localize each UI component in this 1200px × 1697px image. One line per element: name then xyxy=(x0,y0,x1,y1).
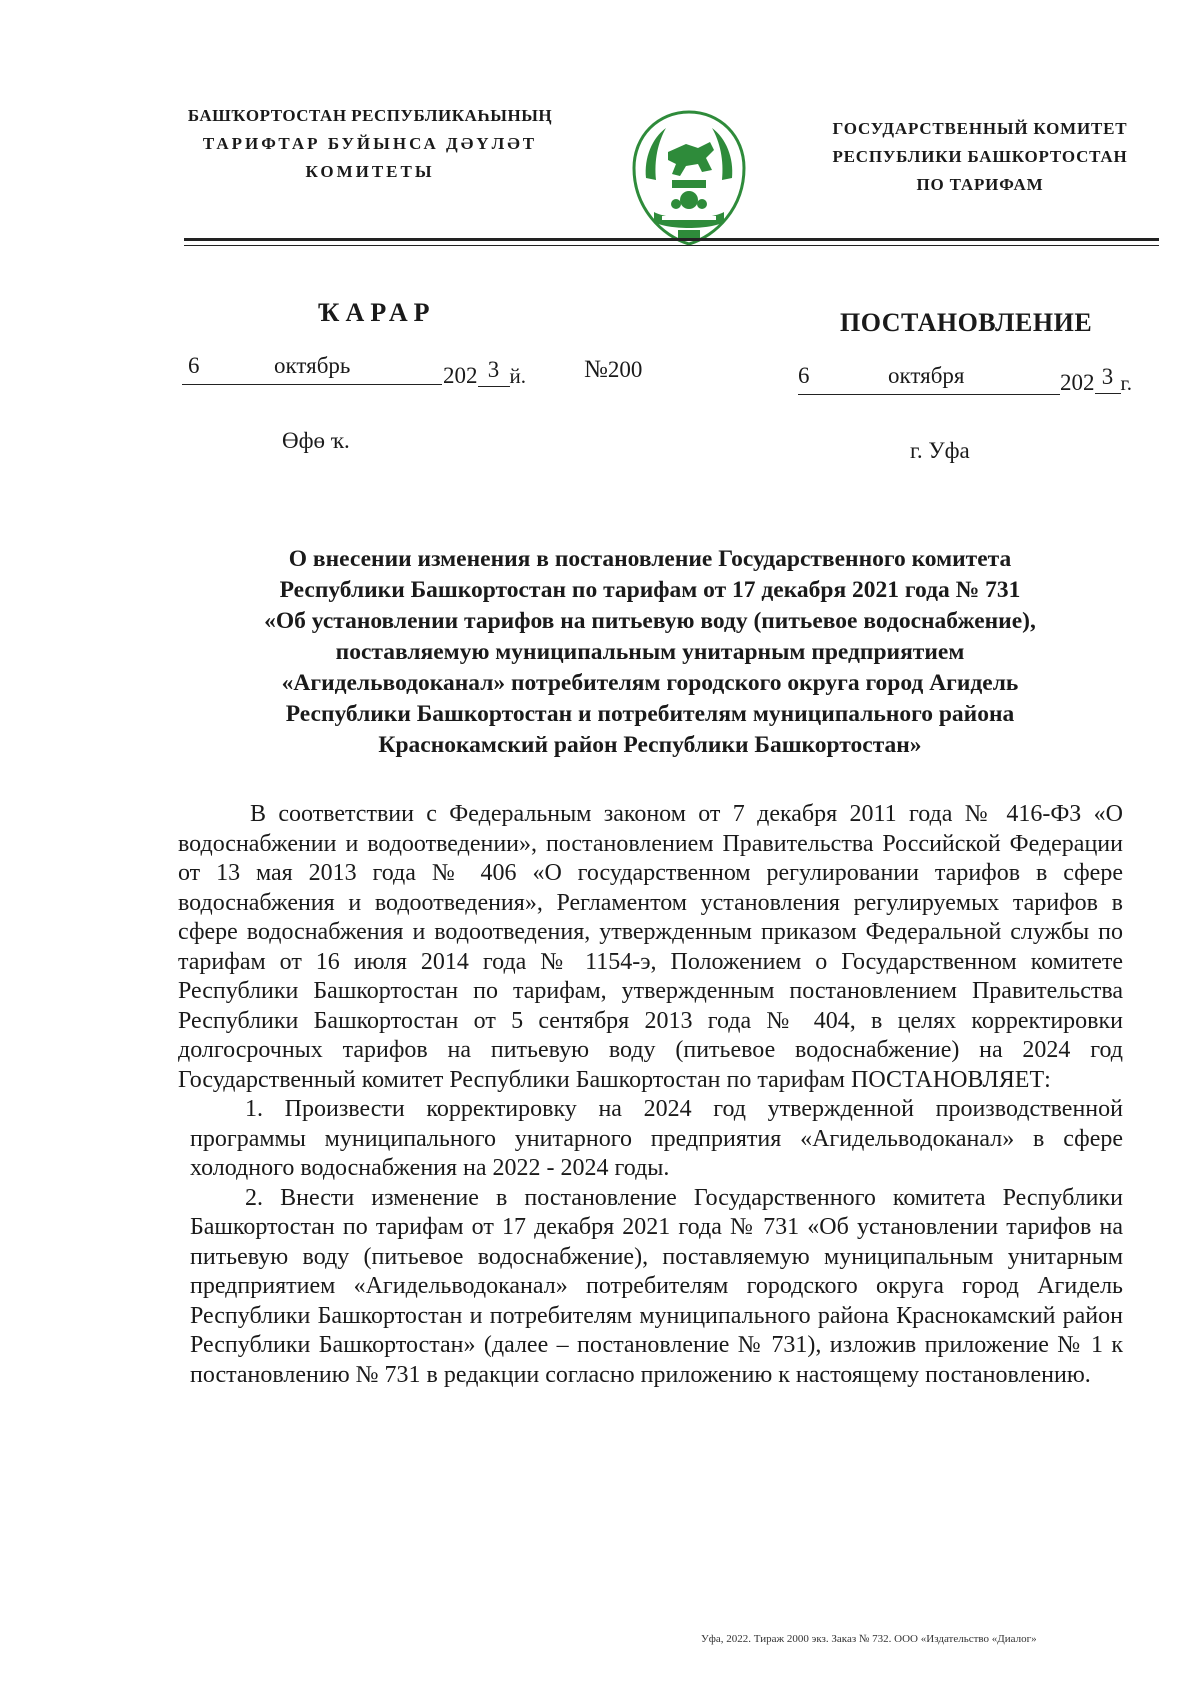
header-left-line-3: КОМИТЕТЫ xyxy=(305,162,435,181)
karar-day: 6 xyxy=(188,353,200,378)
header-right-line-1: ГОСУДАРСТВЕННЫЙ КОМИТЕТ xyxy=(832,119,1128,138)
preamble-paragraph: В соответствии с Федеральным законом от 7 декабря 2011 года № 416-ФЗ «О водоснабжении и водоотведении», постановлением Правительства Российской Федерации от 13 мая 2013 года № 406 «О государственном регулировании тарифов в сфере водоснабжения и водоотведения», Регламентом установления регулируемых тарифов в сфере водоснабжения и водоотведения, утвержденным приказом Федеральной службы по тарифам от 16 июля 2014 года № 1154-э, Положением о Государственном комитете Республики Башкортостан по тарифам, утвержденным постановлением Правительства Республики Башкортостан от 5 сентября 2013 года № 404, в целях корректировки долгосрочных тарифов на питьевую воду (питьевое водоснабжение) на 2024 год Государственный комитет Республики Башкортостан по тарифам ПОСТАНОВЛЯЕТ: xyxy=(178,801,1123,1093)
postanovlenie-label: ПОСТАНОВЛЕНИЕ xyxy=(840,308,1093,337)
postanovlenie-day: 6 xyxy=(798,363,810,388)
postanovlenie-month: октября xyxy=(888,363,965,388)
header-left-line-1: БАШҠОРТОСТАН РЕСПУБЛИКАҺЫНЫҢ xyxy=(187,106,553,125)
karar-date xyxy=(182,353,457,381)
postanovlenie-year-prefix: 202 xyxy=(1060,370,1095,395)
item-1-paragraph: 1. Произвести корректировку на 2024 год утвержденной производственной программы муниципального унитарного предприятия «Агидельводоканал» в сфере холодного водоснабжения на 2022 - 2024 годы. xyxy=(190,1096,1123,1181)
postanovlenie-year-suffix: г. xyxy=(1120,371,1132,395)
karar-year-suffix: й. xyxy=(509,364,526,388)
header-right-russian xyxy=(800,115,1160,199)
karar-place: Өфө ҡ. xyxy=(282,428,350,453)
item-2-paragraph: 2. Внести изменение в постановление Государственного комитета Республики Башкортостан по тарифам от 17 декабря 2021 года № 731 «Об установлении тарифов на питьевую воду (питьевое водоснабжение), поставляемую муниципальным унитарным предприятием «Агидельводоканал» потребителям городского округа город Агидель Республики Башкортостан и потребителям муниципального района Краснокамский район Республики Башкортостан» (далее – постановление № 731), изложив приложение № 1 к постановлению № 731 в редакции согласно приложению к настоящему постановлению. xyxy=(190,1184,1123,1388)
title-line: поставляемую муниципальным унитарным предприятием xyxy=(335,639,965,665)
coat-of-arms-icon xyxy=(628,108,750,248)
karar-year xyxy=(443,357,526,391)
header-right-line-2: РЕСПУБЛИКИ БАШКОРТОСТАН xyxy=(832,147,1128,166)
header-left-bashkir xyxy=(150,102,590,186)
print-imprint: Уфа, 2022. Тираж 2000 экз. Заказ № 732. ООО «Издательство «Диалог» xyxy=(701,1633,1037,1645)
karar-year-digit: 3 xyxy=(487,357,500,382)
postanovlenie-year-digit: 3 xyxy=(1101,364,1114,389)
karar-number-value: 200 xyxy=(607,357,643,382)
header-right-line-3: ПО ТАРИФАМ xyxy=(916,175,1044,194)
karar-label: ҠАРАР xyxy=(318,298,436,327)
title-line: О внесении изменения в постановление Государственного комитета xyxy=(288,546,1012,572)
karar-month: октябрь xyxy=(274,353,351,378)
number-sign: № xyxy=(584,356,608,383)
postanovlenie-place: г. Уфа xyxy=(910,438,970,463)
document-body xyxy=(178,800,1123,1390)
document-title xyxy=(180,544,1120,761)
postanovlenie-year xyxy=(1060,364,1132,398)
title-line: «Об установлении тарифов на питьевую воду (питьевое водоснабжение), xyxy=(264,608,1036,634)
karar-number xyxy=(584,356,642,384)
header-divider-thin xyxy=(184,245,1159,246)
title-line: Краснокамский район Республики Башкортостан» xyxy=(378,732,922,758)
karar-year-prefix: 202 xyxy=(443,363,478,388)
header-divider-thick xyxy=(184,238,1159,241)
title-line: Республики Башкортостан по тарифам от 17 декабря 2021 года № 731 xyxy=(279,577,1021,603)
header-left-line-2: ТАРИФТАР БУЙЫНСА ДӘҮЛӘТ xyxy=(202,134,538,153)
postanovlenie-date xyxy=(798,363,1060,391)
title-line: «Агидельводоканал» потребителям городского округа город Агидель xyxy=(281,670,1019,696)
title-line: Республики Башкортостан и потребителям муниципального района xyxy=(285,701,1015,727)
